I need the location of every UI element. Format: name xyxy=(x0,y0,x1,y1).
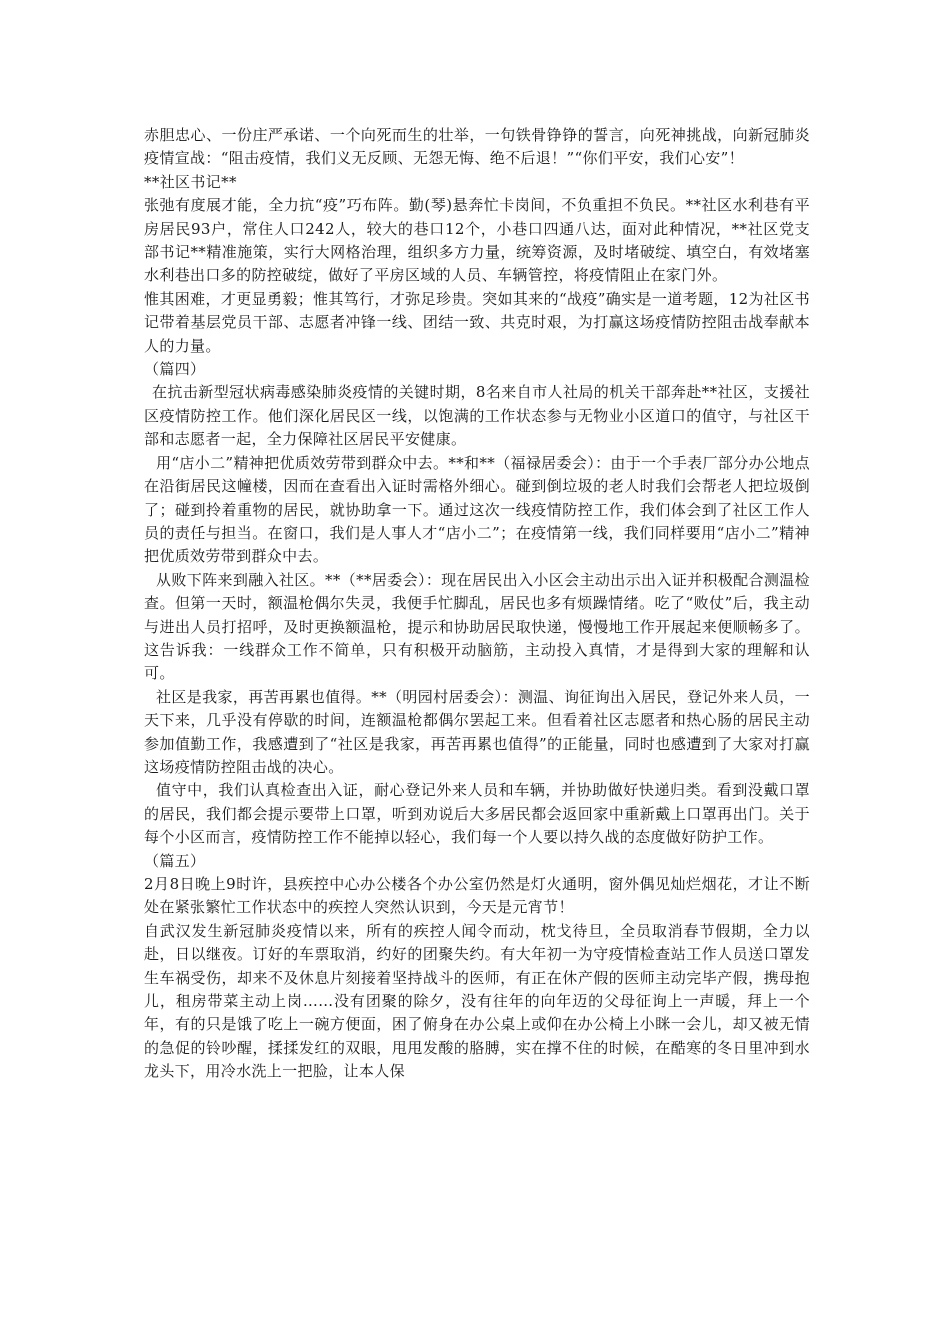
paragraph-integrate-community: 从败下阵来到融入社区。**（**居委会）：现在居民出入小区会主动出示出入证并积极配合测温检查。但第一天时，额温枪偶尔失灵，我便手忙脚乱，居民也多有烦躁情绪。吃了“败仗”后，我主动与进出人员打招呼，及时更换额温枪，提示和协助居民取快递，慢慢地工作开展起来便顺畅多了。这告诉我：一线群众工作不简单，只有积极开动脑筋，主动投入真情，才是得到大家的理解和认可。 xyxy=(144,570,810,683)
paragraph-cdc-staff: 自武汉发生新冠肺炎疫情以来，所有的疾控人闻令而动，枕戈待旦，全员取消春节假期，全力以赴，日以继夜。订好的车票取消，约好的团聚失约。有大年初一为守疫情检查站工作人员送口罩发生车祸受伤，却来不及休息片刻接着坚持战斗的医师，有正在休产假的医师主动完毕产假，携母抱儿，租房带菜主动上岗……没有团聚的除夕，没有往年的向年迈的父母征询上一声暖，拜上一个年，有的只是饿了吃上一碗方便面，困了俯身在办公桌上或仰在办公椅上小眯一会儿，却又被无情的急促的铃吵醒，揉揉发红的双眼，甩甩发酸的胳膊，实在撑不住的时候，在酷寒的冬日里冲到水龙头下，用冷水洗上一把脸，让本人保 xyxy=(144,921,810,1081)
section-heading-part-five: （篇五） xyxy=(144,851,206,870)
paragraph-opening: 赤胆忠心、一份庄严承诺、一个向死而生的壮举，一句铁骨铮铮的誓言，向死神挑战，向新冠肺炎疫情宣战：“阻击疫情，我们义无反顾、无怨无悔、绝不后退！”“你们平安，我们心安”！ xyxy=(144,126,810,168)
paragraph-support-community: 在抗击新型冠状病毒感染肺炎疫情的关键时期，8名来自市人社局的机关干部奔赴**社区，支援社区疫情防控工作。他们深化居民区一线，以饱满的工作状态参与无物业小区道口的值守，与社区干部和志愿者一起，全力保障社区居民平安健康。 xyxy=(144,383,810,449)
paragraph-community-secretary: 张弛有度展才能，全力抗“疫”巧布阵。勤(琴)悬奔忙卡岗间，不负重担不负民。**社区水利巷有平房居民93户，常住人口242人，较大的巷口12个，小巷口四通八达，面对此种情况，**社区党支部书记**精准施策，实行大网格治理，组织多方力量，统筹资源，及时堵破绽、填空白，有效堵塞水利巷出口多的防控破绽，做好了平房区域的人员、车辆管控，将疫情阻止在家门外。 xyxy=(144,196,810,285)
paragraph-on-duty: 值守中，我们认真检查出入证，耐心登记外来人员和车辆，并协助做好快递归类。看到没戴口罩的居民，我们都会提示要带上口罩，听到劝说后大多居民都会返回家中重新戴上口罩再出门。关于每个小区而言，疫情防控工作不能掉以轻心，我们每一个人要以持久战的态度做好防护工作。 xyxy=(144,781,810,847)
paragraph-shop-attendant-spirit: 用“店小二”精神把优质效劳带到群众中去。**和**（福禄居委会）：由于一个手表厂部分办公地点在沿街居民这幢楼，因而在查看出入证时需格外细心。碰到倒垃圾的老人时我们会帮老人把垃圾倒了；碰到拎着重物的居民，就协助拿一下。通过这次一线疫情防控工作，我们体会到了社区工作人员的责任与担当。在窗口，我们是人事人才“店小二”；在疫情第一线，我们同样要用“店小二”精神把优质效劳带到群众中去。 xyxy=(144,453,810,566)
paragraph-lantern-festival: 2月8日晚上9时许，县疾控中心办公楼各个办公室仍然是灯火通明，窗外偶见灿烂烟花，才让不断处在紧张繁忙工作状态中的疾控人突然认识到，今天是元宵节！ xyxy=(144,875,810,917)
section-heading-community-secretary: **社区书记** xyxy=(144,172,237,191)
document-page xyxy=(144,124,810,1084)
paragraph-community-is-home: 社区是我家，再苦再累也值得。**（明园村居委会）：测温、询征询出入居民，登记外来人员，一天下来，几乎没有停歇的时间，连额温枪都偶尔罢起工来。但看着社区志愿者和热心肠的居民主动参加值勤工作，我感遭到了“社区是我家，再苦再累也值得”的正能量，同时也感遭到了大家对打赢这场疫情防控阻击战的决心。 xyxy=(144,687,810,776)
paragraph-courage: 惟其困难，才更显勇毅；惟其笃行，才弥足珍贵。突如其来的“战疫”确实是一道考题，12为社区书记带着基层党员干部、志愿者冲锋一线、团结一致、共克时艰，为打赢这场疫情防控阻击战奉献本人的力量。 xyxy=(144,289,810,355)
section-heading-part-four: （篇四） xyxy=(144,360,206,379)
